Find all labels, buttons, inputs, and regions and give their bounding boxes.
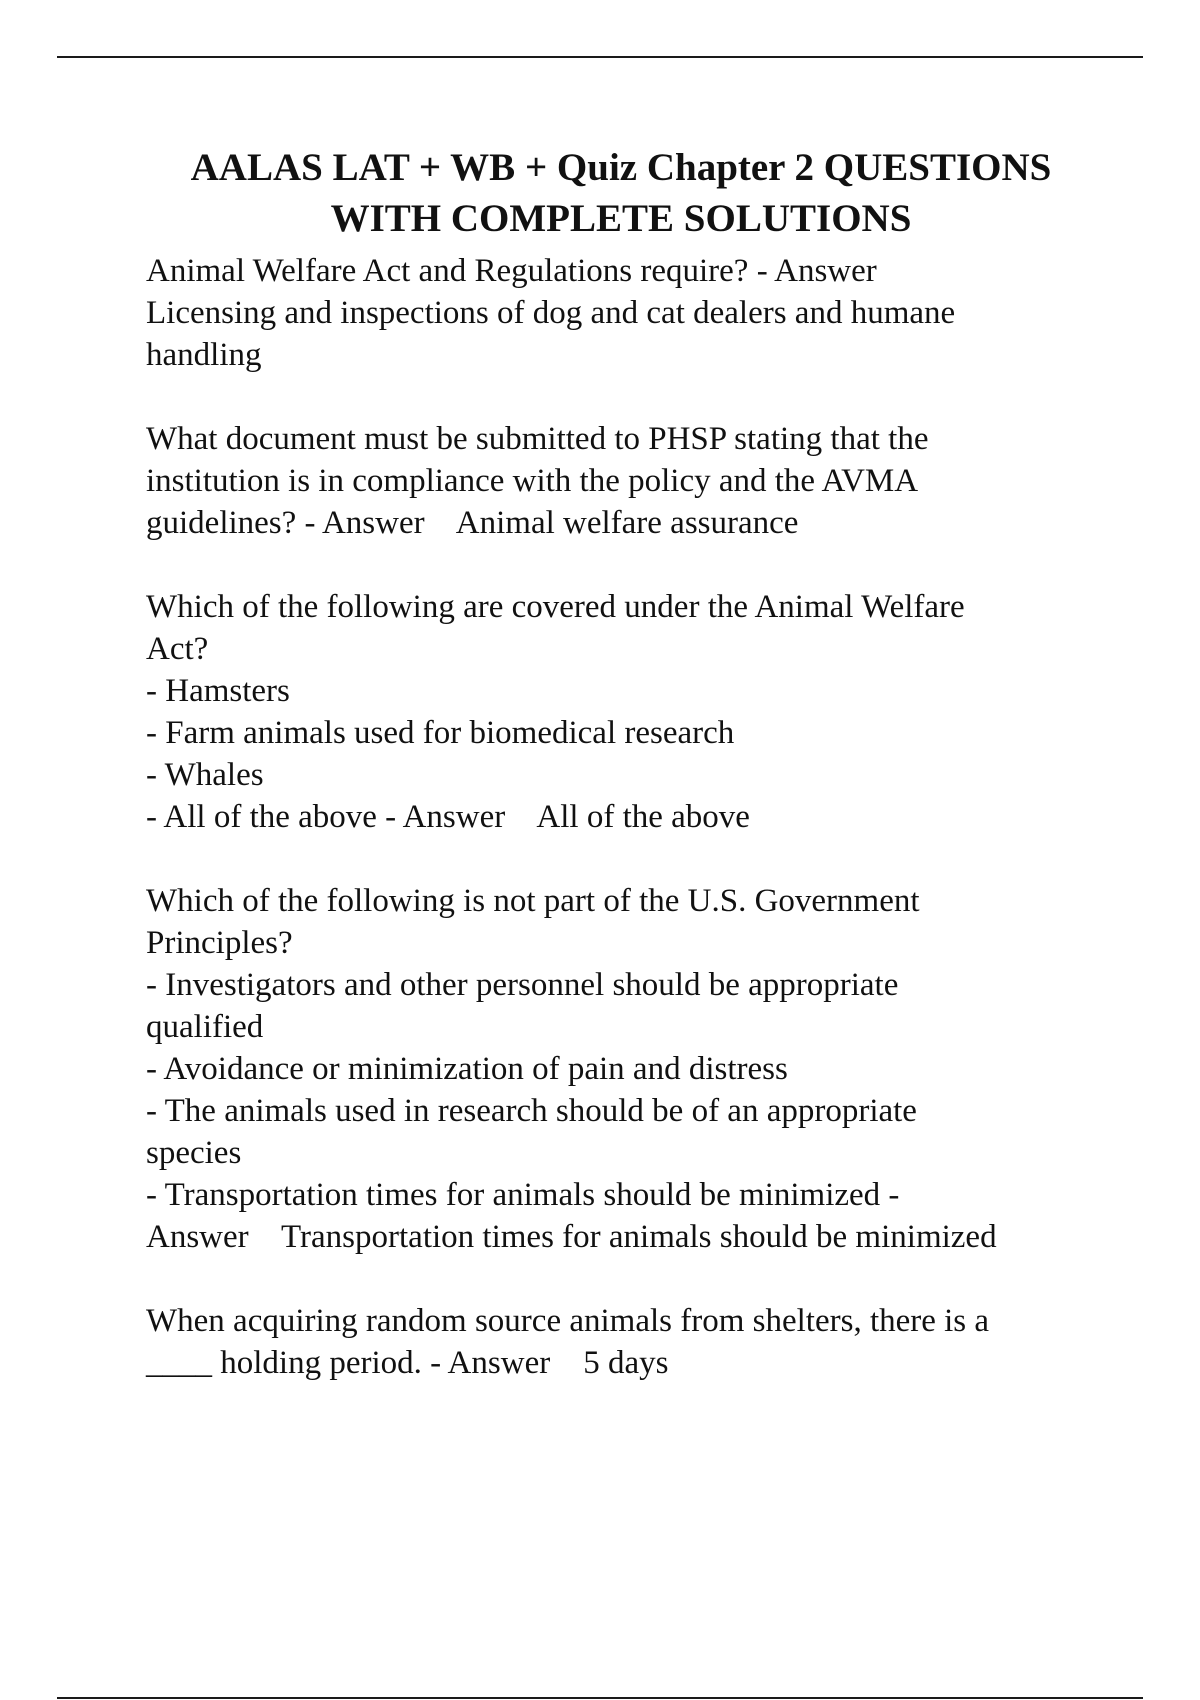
question-block — [146, 586, 1096, 838]
option-line: - The animals used in research should be of an appropriate — [146, 1093, 917, 1129]
question-line: Animal Welfare Act and Regulations require? - Answer — [146, 253, 877, 289]
option-line: - Hamsters — [146, 673, 290, 709]
document-title — [146, 142, 1096, 244]
question-block — [146, 418, 1096, 544]
answer-line: handling — [146, 337, 262, 373]
bottom-rule — [57, 1697, 1143, 1699]
answer-line: - All of the above - Answer All of the above — [146, 799, 750, 835]
question-line: Which of the following is not part of the U.S. Government — [146, 883, 920, 919]
page-content — [146, 142, 1096, 1426]
option-line: species — [146, 1135, 242, 1171]
question-block — [146, 880, 1096, 1258]
question-line: What document must be submitted to PHSP stating that the — [146, 421, 929, 457]
question-line: institution is in compliance with the policy and the AVMA — [146, 463, 919, 499]
option-line: - Avoidance or minimization of pain and distress — [146, 1051, 788, 1087]
answer-line: Licensing and inspections of dog and cat dealers and humane — [146, 295, 956, 331]
option-line: - Investigators and other personnel should be appropriate — [146, 967, 899, 1003]
title-line: AALAS LAT + WB + Quiz Chapter 2 QUESTIONS — [190, 146, 1052, 189]
top-rule — [57, 56, 1143, 58]
option-line: - Transportation times for animals should be minimized - — [146, 1177, 900, 1213]
answer-line: Answer Transportation times for animals should be minimized — [146, 1219, 997, 1255]
question-line: When acquiring random source animals from shelters, there is a — [146, 1303, 990, 1339]
question-line: Principles? — [146, 925, 293, 961]
question-block — [146, 250, 1096, 376]
question-line: Act? — [146, 631, 209, 667]
option-line: - Whales — [146, 757, 264, 793]
question-block — [146, 1300, 1096, 1384]
title-line: WITH COMPLETE SOLUTIONS — [330, 197, 912, 240]
option-line: qualified — [146, 1009, 264, 1045]
answer-line: ____ holding period. - Answer 5 days — [146, 1345, 669, 1381]
question-line: Which of the following are covered under the Animal Welfare — [146, 589, 965, 625]
answer-line: guidelines? - Answer Animal welfare assurance — [146, 505, 799, 541]
option-line: - Farm animals used for biomedical research — [146, 715, 735, 751]
